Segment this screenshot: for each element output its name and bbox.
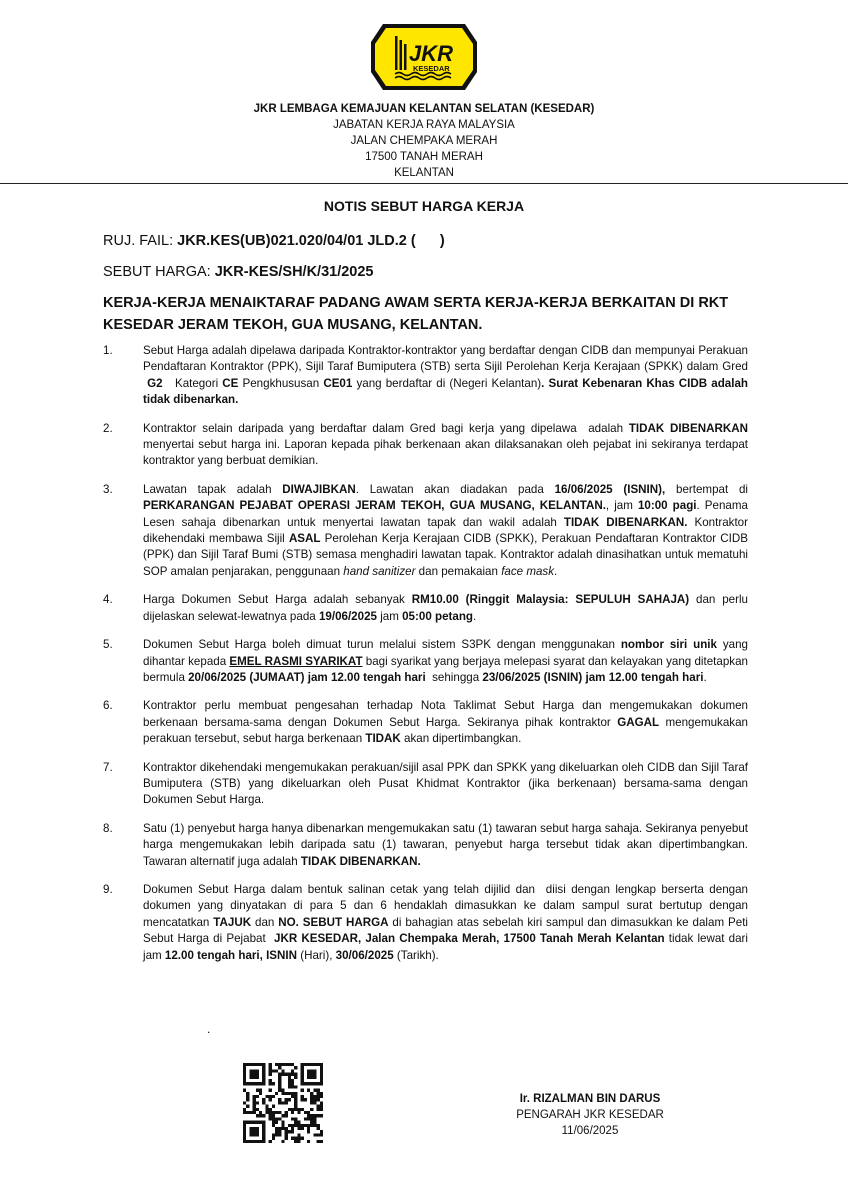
item-number: 6. [103, 699, 113, 713]
notice-item [103, 343, 748, 409]
item-text: Dokumen Sebut Harga boleh dimuat turun melalui sistem S3PK dengan menggunakan nombor siri unik yang dihantar kepada EMEL RASMI SYARIKAT bagi syarikat yang berjaya melepasi syarat dan kelayakan yang ditetapkan bermula 20/06/2025 (JUMAAT) jam 12.00 tengah hari sehingga 23/06/2025 (ISNIN) jam 12.00 tengah hari. [143, 638, 749, 684]
address-line-1: JABATAN KERJA RAYA MALAYSIA [333, 119, 515, 131]
item-text: Kontraktor selain daripada yang berdaftar dalam Gred bagi kerja yang dipelawa adalah TIDAK DIBENARKAN menyertai sebut harga ini. Laporan kepada pihak berkenaan akan dilaksanakan oleh pejabat ini sekiranya terdapat kontraktor yang berbuat demikian. [143, 421, 748, 468]
item-text: Satu (1) penyebut harga hanya dibenarkan mengemukakan satu (1) tawaran sebut harga sahaja. Sekiranya penyebut harga mengemukakan lebih daripada satu (1) tawaran, penyebut harga tersebut tidak akan dipertimbangkan. Tawaran alternatif juga adalah TIDAK DIBENARKAN. [143, 821, 748, 868]
item-number: 8. [103, 821, 113, 835]
logo-subtext: KESEDAR [413, 64, 450, 73]
address-line-4: KELANTAN [394, 167, 454, 179]
item-text: Harga Dokumen Sebut Harga adalah sebanyak RM10.00 (Ringgit Malaysia: SEPULUH SAHAJA) dan perlu dijelaskan selewat-lewatnya pada 19/06/2025 jam 05:00 petang. [143, 593, 748, 623]
org-name: JKR LEMBAGA KEMAJUAN KELANTAN SELATAN (KESEDAR) [253, 103, 595, 115]
notice-item [103, 482, 748, 580]
item-number: 3. [103, 482, 113, 496]
notice-item [103, 592, 748, 625]
notice-title: NOTIS SEBUT HARGA KERJA [323, 198, 525, 214]
item-number: 9. [103, 882, 113, 896]
item-number: 2. [103, 421, 113, 435]
item-text: Sebut Harga adalah dipelawa daripada Kontraktor-kontraktor yang berdaftar dengan CIDB dan mempunyai Perakuan Pendaftaran Kontraktor (PPK), Sijil Taraf Bumiputera (STB) serta Sijil Perolehan Kerja Kerajaan (SPKK) dalam Gred G2 Kategori CE Pengkhususan CE01 yang berdaftar di (Negeri Kelantan). Surat Kebenaran Khas CIDB adalah tidak dibenarkan. [143, 344, 748, 407]
item-text: Dokumen Sebut Harga dalam bentuk salinan cetak yang telah dijilid dan diisi dengan lengkap berserta dengan dokumen yang dinyatakan di para 5 dan 6 hendaklah dimasukkan ke dalam sampul surat bertutup dengan mencatatkan TAJUK dan NO. SEBUT HARGA di bahagian atas sebelah kiri sampul dan dimasukkan ke dalam Peti Sebut Harga di Pejabat JKR KESEDAR, Jalan Chempaka Merah, 17500 Tanah Merah Kelantan tidak lewat dari jam 12.00 tengah hari, ISNIN (Hari), 30/06/2025 (Tarikh). [143, 882, 748, 962]
signatory-name: Ir. RIZALMAN BIN DARUS [519, 1093, 661, 1105]
notice-item [103, 421, 748, 470]
file-reference [103, 233, 445, 249]
notice-item [103, 882, 748, 964]
trailing-dot: . [207, 1022, 211, 1036]
address-line-2: JALAN CHEMPAKA MERAH [350, 135, 498, 147]
project-subject: KERJA-KERJA MENAIKTARAF PADANG AWAM SERTA KERJA-KERJA BERKAITAN DI RKT KESEDAR JERAM TEKOH, GUA MUSANG, KELANTAN. [103, 295, 729, 333]
notice-item [103, 698, 748, 747]
qr-code[interactable] [243, 1063, 323, 1143]
jkr-kesedar-logo [369, 22, 479, 92]
file-ref-label: RUJ. FAIL: [103, 233, 178, 249]
signature-date: 11/06/2025 [561, 1125, 619, 1137]
notice-item [103, 821, 748, 870]
file-ref-value: JKR.KES(UB)021.020/04/01 JLD.2 ( ) [177, 233, 445, 249]
notice-items [103, 343, 748, 964]
item-number: 4. [103, 593, 113, 607]
item-text: Lawatan tapak adalah DIWAJIBKAN. Lawatan akan diadakan pada 16/06/2025 (ISNIN), bertempat di PERKARANGAN PEJABAT OPERASI JERAM TEKOH, GUA MUSANG, KELANTAN., jam 10:00 pagi. Penama Lesen sahaja dibenarkan untuk menyertai lawatan tapak dan wakil adalah TIDAK DIBENARKAN. Kontraktor dikehendaki membawa Sijil ASAL Perolehan Kerja Kerajaan CIDB (SPKK), Perakuan Pendaftaran Kontraktor CIDB (PPK) dan Sijil Taraf Bumi (STB) semasa menghadiri lawatan tapak. Kontraktor adalah dinasihatkan untuk mematuhi SOP amalan penjarakan, penggunaan hand sanitizer dan pemakaian face mask. [143, 482, 748, 578]
logo-text: JKR [409, 41, 454, 66]
quote-ref-value: JKR-KES/SH/K/31/2025 [214, 264, 374, 280]
item-text: Kontraktor dikehendaki mengemukakan perakuan/sijil asal PPK dan SPKK yang dikeluarkan oleh CIDB dan Sijil Taraf Bumiputera (STB) yang dikeluarkan oleh Pusat Khidmat Kontraktor (jika berkenaan) bersama-sama dengan Dokumen Sebut Harga. [143, 760, 748, 807]
notice-item [103, 637, 748, 686]
quotation-reference [103, 264, 374, 280]
signature-block [490, 1091, 690, 1139]
item-text: Kontraktor perlu membuat pengesahan terhadap Nota Taklimat Sebut Harga dan mengemukakan dokumen berkenaan bersama-sama dengan Dokumen Sebut Harga. Sekiranya pihak kontraktor GAGAL mengemukakan perakuan tersebut, sebut harga berkenaan TIDAK akan dipertimbangkan. [143, 699, 748, 746]
signatory-position: PENGARAH JKR KESEDAR [516, 1109, 664, 1121]
letterhead [0, 101, 848, 181]
item-number: 5. [103, 638, 113, 652]
notice-item [103, 760, 748, 809]
item-number: 7. [103, 760, 113, 774]
quote-ref-label: SEBUT HARGA: [103, 264, 215, 280]
address-line-3: 17500 TANAH MERAH [365, 151, 483, 163]
item-number: 1. [103, 344, 113, 357]
header-divider [0, 183, 848, 184]
